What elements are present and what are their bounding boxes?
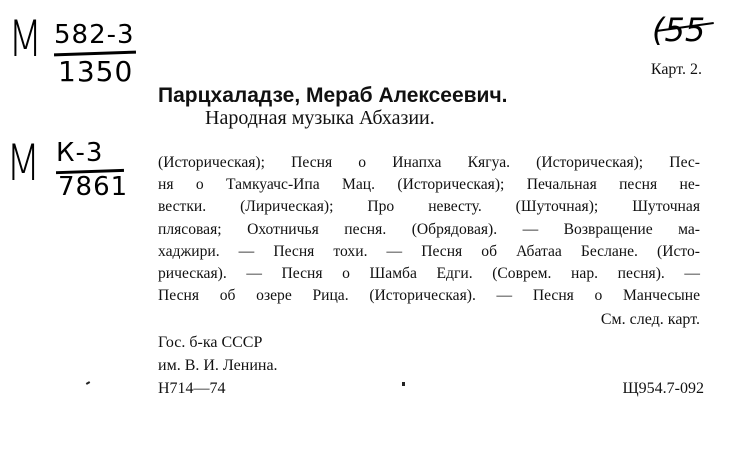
handwritten-number-1: 1350 [58,55,134,88]
classification-code: Щ954.7-092 [622,380,704,397]
contents-line: Песня об озере Рица. (Историческая). — Песня о Манчесыне [158,287,700,305]
contents-line: рическая). — Песня о Шамба Едги. (Соврем. нар. песня). — [158,265,700,283]
handwritten-corner-number: (55 [652,11,706,49]
contents-line: хаджири. — Песня тохи. — Песня об Абатаа Беслане. (Исто- [158,242,700,260]
contents-line: ня о Тамкуачс-Ипа Мац. (Историческая); Печальная песня не- [158,176,700,194]
handwritten-mark-1: М [8,10,43,68]
contents-line: (Историческая); Песня о Инапха Кягуа. (Историческая); Пес- [158,154,700,171]
handwritten-code-1: 582-3 [54,20,135,50]
library-dedication: им. В. И. Ленина. [158,357,278,374]
scan-speck [402,382,405,386]
scan-speck [86,381,90,385]
continuation-note: См. след. карт. [600,311,700,328]
library-code: Н714—74 [158,380,226,397]
handwritten-code-2: К-3 [56,138,104,168]
work-title: Народная музыка Абхазии. [205,107,435,129]
contents-description [158,152,700,307]
contents-line: вестки. (Лирическая); Про невесту. (Шуточная); Шуточная [158,198,700,216]
author-heading: Парцхаладзе, Мераб Алексеевич. [158,84,508,107]
handwritten-number-2: 7861 [58,172,129,202]
contents-line: плясовая; Охотничья песня. (Обрядовая). — Возвращение ма- [158,220,700,238]
card-number: Карт. 2. [650,61,702,78]
library-name: Гос. б-ка СССР [158,334,263,351]
handwritten-mark-2: М [6,134,41,192]
